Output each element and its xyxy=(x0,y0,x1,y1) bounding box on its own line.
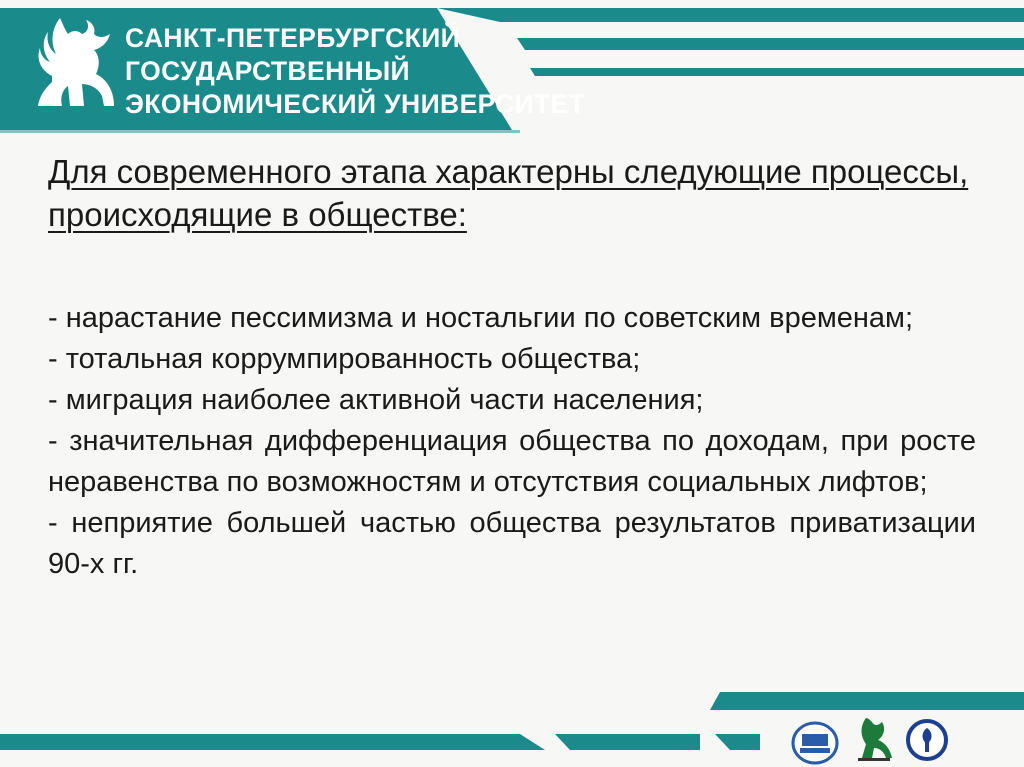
bullet-item: - миграция наиболее активной части населения; xyxy=(48,384,704,416)
bullet-item: - тотальная коррумпированность общества; xyxy=(48,343,641,375)
griffin-icon xyxy=(32,14,118,114)
bullet-item: - значительная дифференциация общества по доходам, при росте неравенства по возможностям и отсутствия социальных лифтов; xyxy=(48,425,976,498)
page-header xyxy=(0,0,1024,150)
university-name xyxy=(125,22,585,121)
bullet-item: - нарастание пессимизма и ностальгии по советским временам; xyxy=(48,302,914,334)
university-name-line-2: ГОСУДАРСТВЕННЫЙ xyxy=(125,56,410,86)
slide-heading: Для современного этапа характерны следующие процессы, происходящие в обществе: xyxy=(48,153,969,233)
bullet-item: - неприятие большей частью общества результатов приватизации 90-х гг. xyxy=(48,507,976,580)
page-footer xyxy=(0,680,1024,767)
bullet-list xyxy=(48,298,976,585)
university-name-line-3: ЭКОНОМИЧЕСКИЙ УНИВЕРСИТЕТ xyxy=(125,89,586,119)
university-name-line-1: САНКТ-ПЕТЕРБУРГСКИЙ xyxy=(125,23,461,53)
griffin-emblem-icon xyxy=(848,714,898,766)
partner-emblem-icon xyxy=(790,720,840,766)
finec-emblem-icon xyxy=(905,718,949,762)
